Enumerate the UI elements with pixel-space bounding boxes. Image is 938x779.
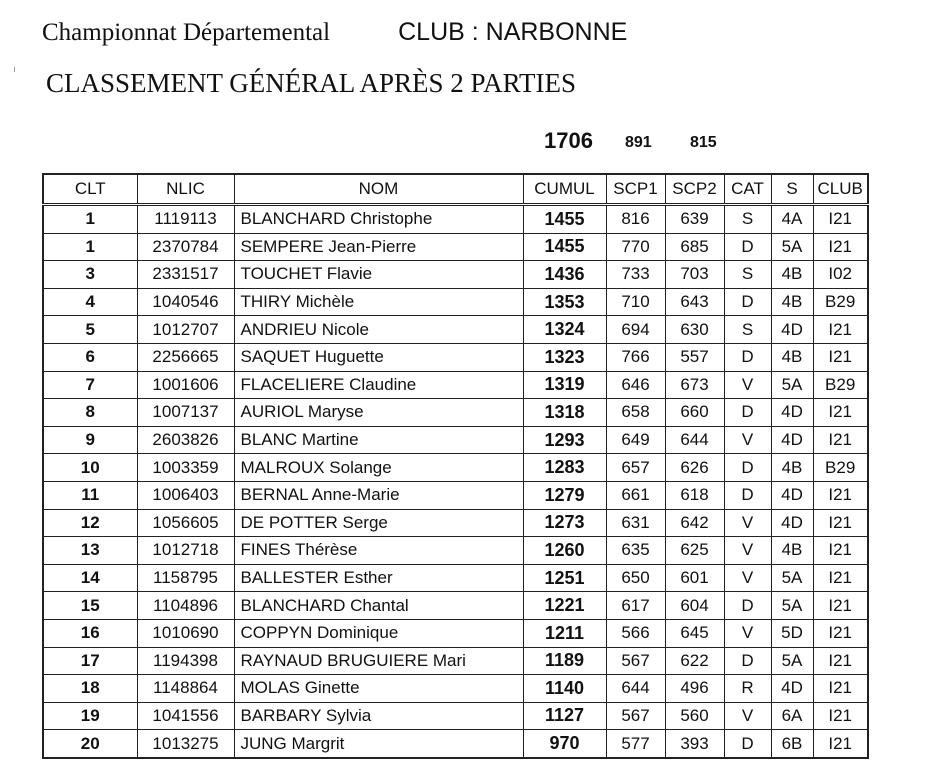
table-row [43, 288, 868, 316]
scp1-cell: 710 [606, 288, 665, 316]
col-header-cumul: CUMUL [523, 174, 606, 205]
club-cell: I21 [813, 702, 868, 730]
club-cell: I21 [813, 481, 868, 509]
club-cell: I21 [813, 316, 868, 344]
license-cell: 2603826 [137, 426, 234, 454]
scp2-cell: 601 [665, 564, 724, 592]
category-cell: V [724, 564, 771, 592]
col-header-nlic: NLIC [137, 174, 234, 205]
series-cell: 4D [771, 399, 813, 427]
scp1-cell: 816 [606, 205, 665, 234]
rank-cell: 13 [43, 537, 137, 565]
name-cell: BLANC Martine [234, 426, 523, 454]
series-cell: 5A [771, 647, 813, 675]
cumul-cell: 1324 [523, 316, 606, 344]
license-cell: 1119113 [137, 205, 234, 234]
header-line [42, 18, 627, 52]
name-cell: FLACELIERE Claudine [234, 371, 523, 399]
cumul-cell: 1455 [523, 233, 606, 261]
category-cell: D [724, 730, 771, 758]
scan-mark [14, 67, 15, 72]
rank-cell: 17 [43, 647, 137, 675]
license-cell: 1012707 [137, 316, 234, 344]
name-cell: SAQUET Huguette [234, 343, 523, 371]
rank-cell: 14 [43, 564, 137, 592]
scp1-cell: 617 [606, 592, 665, 620]
scp1-cell: 566 [606, 619, 665, 647]
cumul-cell: 1455 [523, 205, 606, 234]
rank-cell: 12 [43, 509, 137, 537]
series-cell: 4B [771, 261, 813, 289]
series-cell: 4B [771, 537, 813, 565]
scp2-cell: 703 [665, 261, 724, 289]
license-cell: 2256665 [137, 343, 234, 371]
license-cell: 1194398 [137, 647, 234, 675]
license-cell: 2370784 [137, 233, 234, 261]
club-cell: B29 [813, 454, 868, 482]
cumul-cell: 1279 [523, 481, 606, 509]
club-cell: I21 [813, 399, 868, 427]
series-cell: 4A [771, 205, 813, 234]
scp2-cell: 639 [665, 205, 724, 234]
scp2-cell: 622 [665, 647, 724, 675]
rank-cell: 8 [43, 399, 137, 427]
scp1-cell: 635 [606, 537, 665, 565]
series-cell: 6B [771, 730, 813, 758]
name-cell: BLANCHARD Christophe [234, 205, 523, 234]
name-cell: DE POTTER Serge [234, 509, 523, 537]
scp1-cell: 649 [606, 426, 665, 454]
total-cumul: 1706 [544, 128, 593, 153]
table-row [43, 426, 868, 454]
name-cell: BARBARY Sylvia [234, 702, 523, 730]
rank-cell: 19 [43, 702, 137, 730]
name-cell: JUNG Margrit [234, 730, 523, 758]
category-cell: S [724, 261, 771, 289]
name-cell: ANDRIEU Nicole [234, 316, 523, 344]
cumul-cell: 1140 [523, 675, 606, 703]
club-cell: B29 [813, 288, 868, 316]
scp1-cell: 631 [606, 509, 665, 537]
category-cell: D [724, 647, 771, 675]
table-row [43, 481, 868, 509]
name-cell: TOUCHET Flavie [234, 261, 523, 289]
category-cell: V [724, 371, 771, 399]
total-scp1: 891 [625, 134, 652, 151]
rank-cell: 10 [43, 454, 137, 482]
scp1-cell: 567 [606, 647, 665, 675]
scp2-cell: 642 [665, 509, 724, 537]
license-cell: 1056605 [137, 509, 234, 537]
series-cell: 4D [771, 509, 813, 537]
license-cell: 1010690 [137, 619, 234, 647]
series-cell: 5A [771, 564, 813, 592]
rank-cell: 9 [43, 426, 137, 454]
club-cell: I21 [813, 619, 868, 647]
table-row [43, 564, 868, 592]
category-cell: D [724, 399, 771, 427]
scp1-cell: 577 [606, 730, 665, 758]
license-cell: 1012718 [137, 537, 234, 565]
rank-cell: 20 [43, 730, 137, 758]
category-cell: S [724, 205, 771, 234]
table-row [43, 454, 868, 482]
license-cell: 1104896 [137, 592, 234, 620]
rank-cell: 1 [43, 233, 137, 261]
cumul-cell: 1221 [523, 592, 606, 620]
scp2-cell: 644 [665, 426, 724, 454]
name-cell: AURIOL Maryse [234, 399, 523, 427]
cumul-cell: 1283 [523, 454, 606, 482]
series-cell: 5A [771, 592, 813, 620]
club-cell: B29 [813, 371, 868, 399]
scp2-cell: 660 [665, 399, 724, 427]
cumul-cell: 1273 [523, 509, 606, 537]
table-row [43, 592, 868, 620]
scp2-cell: 630 [665, 316, 724, 344]
club-cell: I21 [813, 647, 868, 675]
club-cell: I21 [813, 675, 868, 703]
total-scp2: 815 [690, 134, 717, 151]
category-cell: D [724, 592, 771, 620]
scp1-cell: 770 [606, 233, 665, 261]
category-cell: D [724, 343, 771, 371]
rank-cell: 1 [43, 205, 137, 234]
table-row [43, 233, 868, 261]
rank-cell: 11 [43, 481, 137, 509]
rank-cell: 5 [43, 316, 137, 344]
col-header-clt: CLT [43, 174, 137, 205]
col-header-scp1: SCP1 [606, 174, 665, 205]
name-cell: BLANCHARD Chantal [234, 592, 523, 620]
table-row [43, 261, 868, 289]
table-row [43, 702, 868, 730]
license-cell: 1007137 [137, 399, 234, 427]
series-cell: 5D [771, 619, 813, 647]
cumul-cell: 1436 [523, 261, 606, 289]
scp1-cell: 646 [606, 371, 665, 399]
license-cell: 1148864 [137, 675, 234, 703]
ranking-table [42, 173, 869, 759]
series-cell: 4D [771, 316, 813, 344]
license-cell: 1040546 [137, 288, 234, 316]
series-cell: 4D [771, 426, 813, 454]
scp2-cell: 557 [665, 343, 724, 371]
category-cell: V [724, 702, 771, 730]
club-cell: I21 [813, 343, 868, 371]
category-cell: V [724, 509, 771, 537]
license-cell: 1041556 [137, 702, 234, 730]
table-row [43, 509, 868, 537]
license-cell: 1001606 [137, 371, 234, 399]
scp1-cell: 766 [606, 343, 665, 371]
cumul-cell: 1127 [523, 702, 606, 730]
category-cell: D [724, 454, 771, 482]
scp1-cell: 658 [606, 399, 665, 427]
scp1-cell: 650 [606, 564, 665, 592]
series-cell: 4B [771, 454, 813, 482]
cumul-cell: 1319 [523, 371, 606, 399]
cumul-cell: 1260 [523, 537, 606, 565]
category-cell: V [724, 537, 771, 565]
cumul-cell: 1293 [523, 426, 606, 454]
club-cell: I21 [813, 537, 868, 565]
cumul-cell: 1353 [523, 288, 606, 316]
license-cell: 1013275 [137, 730, 234, 758]
scp1-cell: 644 [606, 675, 665, 703]
name-cell: COPPYN Dominique [234, 619, 523, 647]
club-cell: I21 [813, 205, 868, 234]
category-cell: V [724, 619, 771, 647]
series-cell: 4D [771, 675, 813, 703]
rank-cell: 6 [43, 343, 137, 371]
cumul-cell: 1211 [523, 619, 606, 647]
club-cell: I02 [813, 261, 868, 289]
category-cell: D [724, 288, 771, 316]
table-body [43, 205, 868, 758]
name-cell: MOLAS Ginette [234, 675, 523, 703]
name-cell: SEMPERE Jean-Pierre [234, 233, 523, 261]
scp2-cell: 618 [665, 481, 724, 509]
table-row [43, 316, 868, 344]
scp1-cell: 694 [606, 316, 665, 344]
license-cell: 1003359 [137, 454, 234, 482]
name-cell: RAYNAUD BRUGUIERE Mari [234, 647, 523, 675]
name-cell: BERNAL Anne-Marie [234, 481, 523, 509]
table-row [43, 730, 868, 758]
club-cell: I21 [813, 509, 868, 537]
club-cell: I21 [813, 233, 868, 261]
license-cell: 1006403 [137, 481, 234, 509]
col-header-nom: NOM [234, 174, 523, 205]
col-header-club: CLUB [813, 174, 868, 205]
name-cell: FINES Thérèse [234, 537, 523, 565]
scp2-cell: 604 [665, 592, 724, 620]
scp2-cell: 626 [665, 454, 724, 482]
club-cell: I21 [813, 426, 868, 454]
table-row [43, 399, 868, 427]
scp2-cell: 393 [665, 730, 724, 758]
category-cell: R [724, 675, 771, 703]
category-cell: D [724, 233, 771, 261]
scp2-cell: 643 [665, 288, 724, 316]
cumul-cell: 1318 [523, 399, 606, 427]
scp1-cell: 657 [606, 454, 665, 482]
col-header-cat: CAT [724, 174, 771, 205]
scp2-cell: 645 [665, 619, 724, 647]
club-cell: I21 [813, 730, 868, 758]
cumul-cell: 1251 [523, 564, 606, 592]
club-name: CLUB : NARBONNE [398, 18, 628, 46]
club-cell: I21 [813, 564, 868, 592]
category-cell: V [724, 426, 771, 454]
name-cell: MALROUX Solange [234, 454, 523, 482]
name-cell: THIRY Michèle [234, 288, 523, 316]
table-header-row [43, 174, 868, 205]
table-row [43, 205, 868, 234]
cumul-cell: 1323 [523, 343, 606, 371]
rank-cell: 16 [43, 619, 137, 647]
scp1-cell: 661 [606, 481, 665, 509]
table-row [43, 343, 868, 371]
table-row [43, 371, 868, 399]
document-title: Championnat Départemental [42, 19, 331, 46]
name-cell: BALLESTER Esther [234, 564, 523, 592]
table-row [43, 647, 868, 675]
series-cell: 6A [771, 702, 813, 730]
license-cell: 1158795 [137, 564, 234, 592]
table-row [43, 537, 868, 565]
series-cell: 4B [771, 343, 813, 371]
col-header-s: S [771, 174, 813, 205]
category-cell: D [724, 481, 771, 509]
document-subtitle: CLASSEMENT GÉNÉRAL APRÈS 2 PARTIES [46, 68, 576, 98]
rank-cell: 18 [43, 675, 137, 703]
cumul-cell: 1189 [523, 647, 606, 675]
scp2-cell: 673 [665, 371, 724, 399]
series-cell: 5A [771, 233, 813, 261]
club-cell: I21 [813, 592, 868, 620]
series-cell: 4B [771, 288, 813, 316]
scp2-cell: 560 [665, 702, 724, 730]
rank-cell: 3 [43, 261, 137, 289]
rank-cell: 4 [43, 288, 137, 316]
col-header-scp2: SCP2 [665, 174, 724, 205]
rank-cell: 7 [43, 371, 137, 399]
scp1-cell: 733 [606, 261, 665, 289]
table-row [43, 675, 868, 703]
scp1-cell: 567 [606, 702, 665, 730]
license-cell: 2331517 [137, 261, 234, 289]
rank-cell: 15 [43, 592, 137, 620]
series-cell: 4D [771, 481, 813, 509]
table-row [43, 619, 868, 647]
series-cell: 5A [771, 371, 813, 399]
scp2-cell: 685 [665, 233, 724, 261]
scp2-cell: 625 [665, 537, 724, 565]
cumul-cell: 970 [523, 730, 606, 758]
category-cell: S [724, 316, 771, 344]
scp2-cell: 496 [665, 675, 724, 703]
